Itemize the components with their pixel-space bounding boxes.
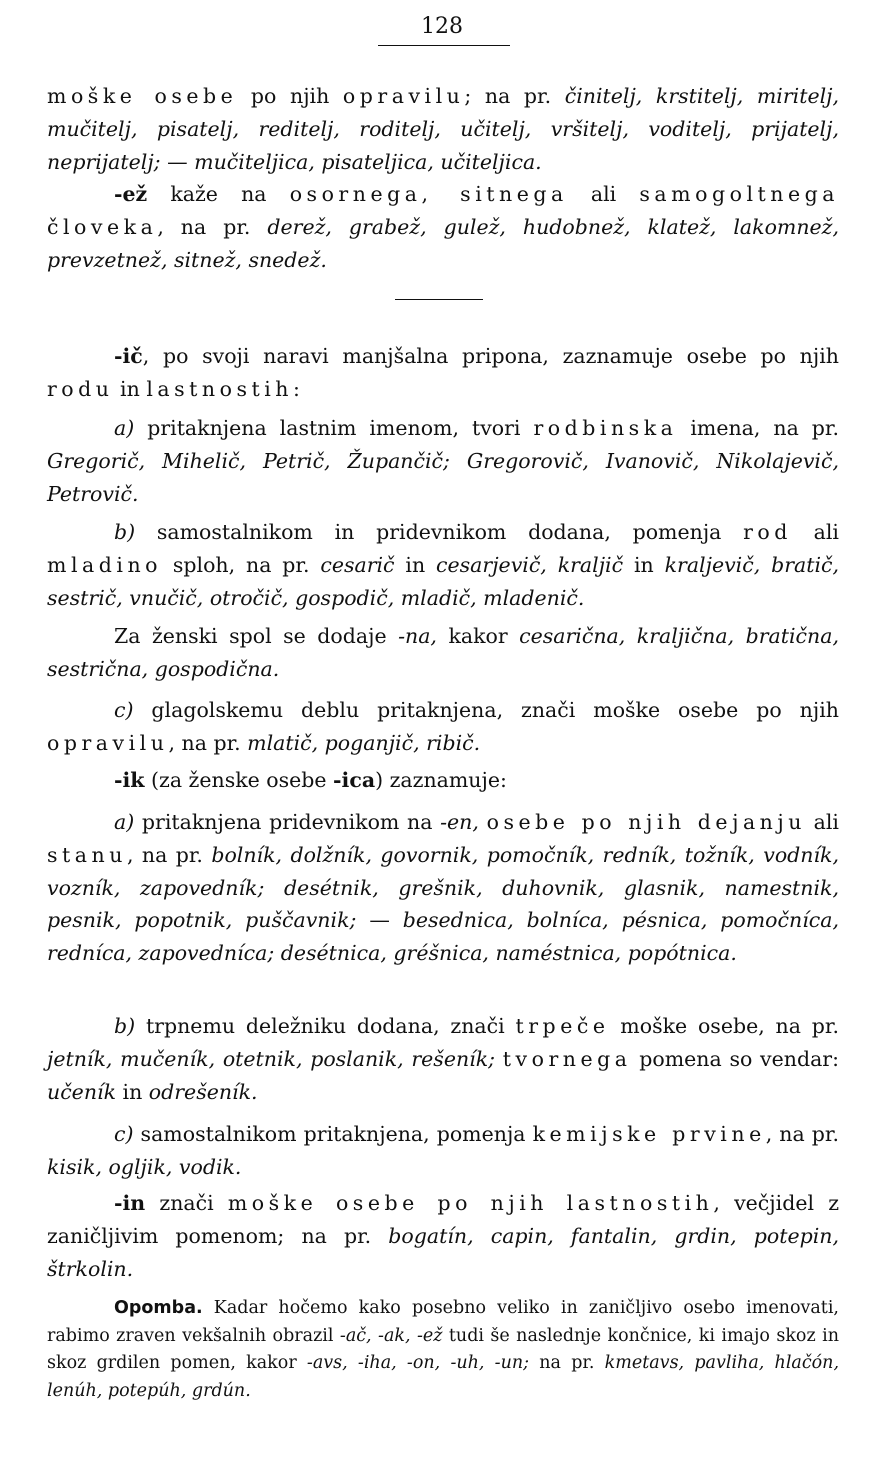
spaced-text: mladino xyxy=(47,552,163,577)
spaced-text: moške osebe xyxy=(47,84,238,108)
text: imena, na pr. xyxy=(677,416,839,440)
paragraph-ic-a xyxy=(47,412,839,510)
text: samostalnikom in pridevnikom dodana, pomenja xyxy=(135,520,744,544)
text: trpnemu deležniku dodana, znači xyxy=(135,1014,516,1038)
item-marker: a) xyxy=(114,416,135,440)
footnote-opomba xyxy=(47,1295,839,1405)
section-divider xyxy=(395,299,483,300)
example-words: -avs, -iha, -on, -uh, -un; xyxy=(306,1353,530,1373)
text: pritaknjena lastnim imenom, tvori xyxy=(134,416,534,440)
suffix-italic: -en, xyxy=(440,810,479,834)
example-words: činitelj, krstitelj, miritelj, mučitelj, pisatelj, reditelj, roditelj, učitelj, vršitelj, voditelj, prijatelj, neprijatelj; xyxy=(47,84,839,174)
text: in xyxy=(394,552,437,577)
item-marker: c) xyxy=(114,698,134,722)
spaced-text: lastnostih xyxy=(146,376,294,401)
text: samostalnikom pritaknjena, pomenja xyxy=(133,1122,533,1146)
example-words: derež, grabež, gulež, hudobnež, klatež, lakomnež, prevzetnež, sitnež, snedež. xyxy=(47,214,840,272)
spaced-text: kemijske prvine xyxy=(532,1122,766,1146)
text: — xyxy=(356,908,403,933)
paragraph-ik-b xyxy=(47,1010,839,1108)
example-words: Gregorič, Mihelič, Petrič, Župančič; Gregorovič, Ivanovič, Nikolajevič, Petrovič. xyxy=(47,448,839,506)
example-words: bolník, dolžník, govornik, pomočník, redník, tožník, vodník, vozník, zapovedník; desétnik, grešnik, duhovnik, glasnik, namestnik, pesnik, popotnik, puščavnik; xyxy=(47,842,839,933)
text: ; na pr. xyxy=(464,84,565,108)
suffix-label: -in xyxy=(114,1191,146,1215)
text: , na pr. xyxy=(126,842,212,867)
example-words: cesarič xyxy=(320,552,395,577)
paragraph-ik-a xyxy=(47,806,839,970)
suffix-italic: -na, xyxy=(398,624,437,648)
spaced-text: stanu xyxy=(47,842,127,867)
spaced-text: opravilu xyxy=(342,84,465,108)
text: znači xyxy=(145,1191,228,1215)
example-words: mučiteljica, pisateljica, učiteljica. xyxy=(194,149,542,174)
text: , na pr. xyxy=(765,1122,839,1146)
paragraph-suffix-in xyxy=(47,1187,839,1285)
text: moške osebe, na pr. xyxy=(609,1014,839,1038)
text: na pr. xyxy=(529,1353,605,1373)
item-marker: c) xyxy=(114,1122,134,1146)
example-words: cesarjevič, kraljič xyxy=(436,552,624,577)
paragraph-ic-c xyxy=(47,694,839,760)
paragraph-suffix-ik xyxy=(47,764,839,797)
text: , po svoji naravi manjšalna pripona, zaznamuje osebe po njih xyxy=(142,344,839,368)
spaced-text: rod xyxy=(743,520,792,544)
text: ali xyxy=(567,182,640,206)
example-words: kisik, ogljik, vodik. xyxy=(47,1154,242,1179)
paragraph-suffix-ic xyxy=(47,340,839,406)
text: Za ženski spol se dodaje xyxy=(114,624,399,648)
text: ) zaznamuje: xyxy=(375,768,507,792)
paragraph-telj-continuation xyxy=(47,80,839,178)
text: (za ženske osebe xyxy=(144,768,334,792)
spaced-text: rodu xyxy=(47,376,114,401)
suffix-label: -ica xyxy=(333,768,376,792)
text xyxy=(479,810,487,834)
text: Kadar hočemo kako posebno veliko in zaničljivo osebo imenovati, rabimo zraven vekšalnih obrazil xyxy=(47,1298,839,1346)
item-marker: b) xyxy=(114,520,136,544)
text: ali xyxy=(805,810,839,834)
text: kaže na xyxy=(147,182,290,206)
paragraph-ik-c xyxy=(47,1118,839,1184)
suffix-label: -ik xyxy=(114,768,145,792)
spaced-text: trpeče xyxy=(515,1014,610,1038)
example-words: mlatič, poganjič, ribič. xyxy=(247,730,481,755)
paragraph-ic-b xyxy=(47,516,839,614)
spaced-text: osornega, sitnega xyxy=(289,182,568,206)
paragraph-feminine-na xyxy=(47,620,839,686)
text: in xyxy=(623,552,665,577)
text: : xyxy=(293,376,300,401)
text: pomena so vendar: xyxy=(631,1046,839,1071)
page-number: 128 xyxy=(421,14,463,39)
text: glagolskemu deblu pritaknjena, znači moške osebe po njih xyxy=(133,698,839,722)
spaced-text: moške osebe po njih lastnostih xyxy=(227,1191,714,1215)
item-marker: a) xyxy=(114,810,135,834)
suffix-label: -ež xyxy=(114,182,148,206)
spaced-text: opravilu xyxy=(47,730,169,755)
example-words: besednica, bolníca, pésnica, pomočníca, redníca, zapovedníca; desétnica, gréšnica, naméstnica, popótnica. xyxy=(47,908,839,966)
example-words: kraljevič, bratič, sestrič, vnučič, otročič, gospodič, mladič, mladenič. xyxy=(47,552,840,610)
example-words: odrešeník. xyxy=(148,1079,258,1104)
text: tudi še naslednje končnice, ki imajo skoz in skoz grdilen pomen, kakor xyxy=(47,1325,839,1373)
spaced-text: rodbinska xyxy=(533,416,678,440)
text: in xyxy=(116,1079,149,1104)
text: , na pr. xyxy=(157,214,268,239)
text: kakor xyxy=(436,624,520,648)
text: pritaknjena pridevnikom na xyxy=(134,810,441,834)
example-words: kmetavs, pavliha, hlačón, lenúh, potepúh, grdún. xyxy=(47,1353,840,1401)
text: ali xyxy=(791,520,839,544)
text: — xyxy=(160,149,195,174)
example-words: cesarična, kraljična, bratična, sestrična, gospodična. xyxy=(47,624,839,681)
spaced-text: osebe po njih dejanju xyxy=(486,810,806,834)
header-rule xyxy=(378,45,510,46)
example-words: bogatín, capin, fantalin, grdin, potepin, štrkolin. xyxy=(47,1223,839,1281)
example-words: jetník, mučeník, otetnik, poslanik, rešeník; xyxy=(47,1046,496,1071)
text xyxy=(495,1047,503,1071)
text: sploh, na pr. xyxy=(162,552,321,577)
note-heading: Opomba. xyxy=(114,1298,203,1318)
text: , na pr. xyxy=(168,730,248,755)
text: , večjidel z zaničljivim pomenom; na pr. xyxy=(47,1191,839,1248)
item-marker: b) xyxy=(114,1014,136,1038)
spaced-text: tvornega xyxy=(502,1046,632,1071)
paragraph-suffix-ez xyxy=(47,178,839,276)
suffix-label: -ič xyxy=(114,344,143,368)
spaced-text: samogoltnega človeka xyxy=(47,182,839,239)
example-words: -ač, -ak, -ež xyxy=(339,1325,443,1346)
text: in xyxy=(113,376,147,401)
example-words: učeník xyxy=(47,1079,116,1104)
text: po njih xyxy=(237,84,343,108)
